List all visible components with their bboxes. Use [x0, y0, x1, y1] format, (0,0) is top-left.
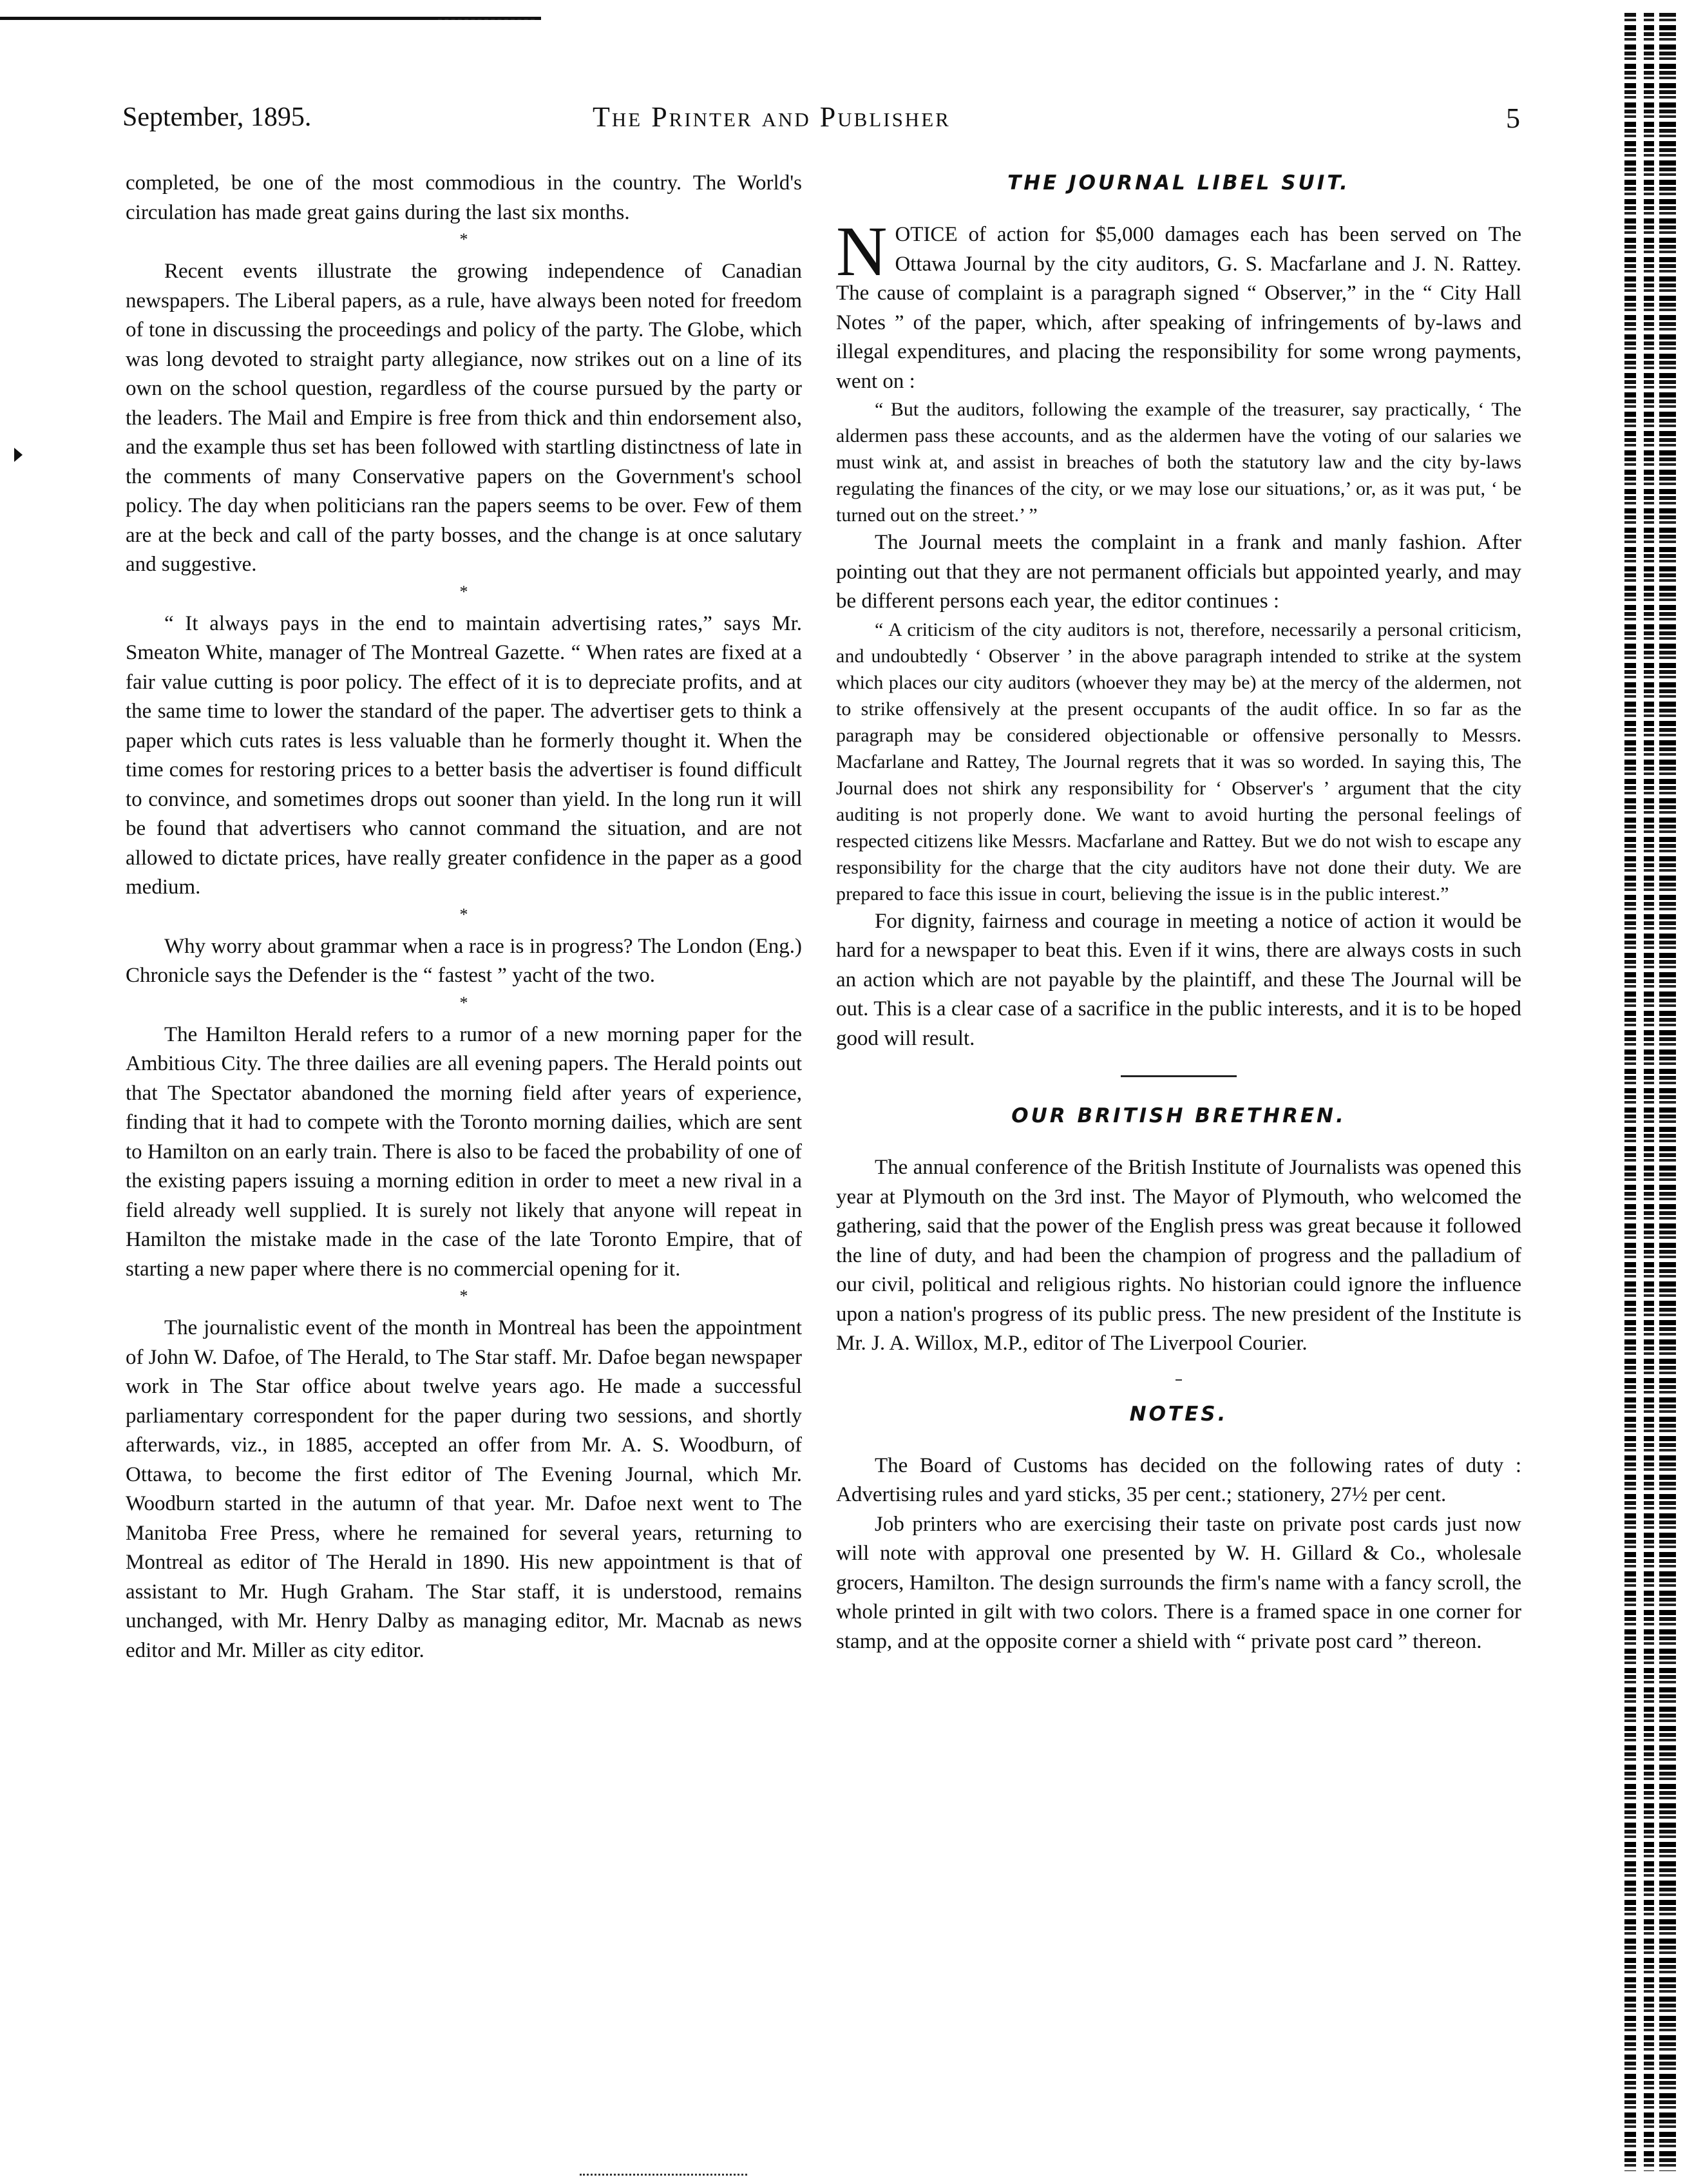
left-column: [126, 169, 802, 1665]
paragraph: The Hamilton Herald refers to a rumor of a new morning paper for the Ambitious City. The three dailies are all evening papers. The Herald points out that The Spectator abandoned the morning field after years of experience, finding that it had to compete with the Toronto morning dailies, which are sent to Hamilton on an early train. There is also to be faced the probability of one of the existing papers issuing a morning edition in order to meet a new rival in a field already well supplied. It is surely not likely that anyone will repeat in Hamilton the mistake made in the case of the late Toronto Empire, that of starting a new paper where there is no commercial opening for it.: [126, 1022, 802, 1281]
header-title: The Printer and Publisher: [593, 101, 951, 133]
paragraph: “ It always pays in the end to maintain advertising rates,” says Mr. Smeaton White, manager of The Montreal Gazette. “ When rates are fixed at a fair value cutting is poor policy. The effect of it is to depreciate profits, and at the same time to lower the standard of the paper. The advertiser gets to think a paper which cuts rates is less valuable than he formerly thought it. When the time comes for restoring prices to a better basis the advertiser is found difficult to convince, and sometimes drops out sooner than yield. In the long run it will be found that advertisers who cannot command the situation, and are not allowed to dictate prices, have really greater confidence in the paper as a good medium.: [126, 611, 802, 899]
paragraph: The Board of Customs has decided on the following rates of duty : Advertising rules and yard sticks, 35 per cent.; stationery, 27½ per cent.: [836, 1453, 1521, 1506]
page-header: [122, 102, 1520, 140]
paragraph: [836, 212, 1521, 396]
separator: *: [459, 230, 468, 249]
section-heading-british: OUR BRITISH BRETHREN.: [1011, 1104, 1346, 1127]
paragraph: The journalistic event of the month in Montreal has been the appointment of John W. Dafoe, of The Herald, to The Star staff. Mr. Dafoe began newspaper work in The Star office about twelve years ago. He made a successful parliamentary correspondent for the paper during two sessions, and shortly afterwards, viz., in 1885, accepted an offer from Mr. A. S. Woodburn, of Ottawa, to become the first editor of The Evening Journal, which Mr. Woodburn started in the autumn of that year. Mr. Dafoe next went to The Manitoba Free Press, where he remained for several years, returning to Montreal as editor of The Herald in 1890. His new appointment is that of assistant to Mr. Hugh Graham. The Star staff, it is understood, remains unchanged, with Mr. Henry Dalby as managing editor, Mr. Macnab as news editor and Mr. Miller as city editor.: [126, 1316, 802, 1662]
separator: *: [459, 993, 468, 1012]
section-heading-notes: NOTES.: [1129, 1402, 1228, 1426]
separator: *: [459, 582, 468, 601]
bottom-dash: [580, 2174, 747, 2176]
paragraph: Why worry about grammar when a race is in progress? The London (Eng.) Chronicle says the Defender is the “ fastest ” yacht of the two.: [126, 934, 802, 987]
separator: *: [459, 1287, 468, 1305]
paragraph: Job printers who are exercising their taste on private post cards just now will note with approval one presented by W. H. Gillard & Co., wholesale grocers, Hamilton. The design surrounds the firm's name with a fancy scroll, the whole printed in gilt with two colors. There is a framed space in one corner for stamp, and at the opposite corner a shield with “ private post card ” thereon.: [836, 1512, 1521, 1653]
paragraph-text: OTICE of action for $5,000 damages each has been served on The Ottawa Journal by the city auditors, G. S. Macfarlane and J. N. Rattey. The cause of complaint is a paragraph signed “ Observer,” in the “ City Hall Notes ” of the paper, which, after speaking of infringements of by-laws and illegal expenditures, and placing the responsibility for some wrong payments, went on :: [836, 223, 1521, 393]
section-divider: [1176, 1379, 1182, 1381]
header-page-number: 5: [1506, 102, 1520, 134]
section-heading-libel: THE JOURNAL LIBEL SUIT.: [1007, 171, 1350, 195]
quotation: “ But the auditors, following the example of the treasurer, say practically, ‘ The aldermen pass these accounts, and as the aldermen have the voting of our salaries we must wink at, and assist in breaches of both the statutory law and the city by-laws regulating the finances of the city, or we may lose our situations,’ or, as it was put, ‘ be turned out on the street.’ ”: [836, 399, 1521, 526]
paragraph: Recent events illustrate the growing independence of Canadian newspapers. The Liberal papers, as a rule, have always been noted for freedom of tone in discussing the proceedings and policy of the party. The Globe, which was long devoted to straight party allegiance, now strikes out on a line of its own on the school question, regardless of the course pursued by the party or the leaders. The Mail and Empire is free from thick and thin endorsement also, and the example thus set has been followed with startling distinctness of late in the comments of many Conservative papers on the Government's school policy. The day when politicians ran the papers seems to be over. Few of them are at the beck and call of the party bosses, and the change is at once salutary and suggestive.: [126, 260, 802, 576]
drop-cap: N: [836, 212, 888, 291]
paragraph: The Journal meets the complaint in a frank and manly fashion. After pointing out that they are not permanent officials but appointed yearly, and may be different persons each year, the editor continues :: [836, 531, 1521, 613]
page-edge-strip: [1624, 13, 1676, 2171]
right-column: [836, 169, 1521, 1656]
paragraph: completed, be one of the most commodious in the country. The World's circulation has made great gains during the last six months.: [126, 171, 802, 224]
margin-arrow-icon: [14, 448, 23, 462]
top-rule-dash: [438, 19, 535, 20]
paragraph: The annual conference of the British Institute of Journalists was opened this year at Plymouth on the 3rd inst. The Mayor of Plymouth, who welcomed the gathering, said that the power of the English press was great because it followed the line of duty, and had been the champion of progress and the palladium of our civil, political and religious rights. No historian could ignore the influence upon a nation's progress of its public press. The new president of the Institute is Mr. J. A. Willox, M.P., editor of The Liverpool Courier.: [836, 1156, 1521, 1355]
section-divider: [1121, 1075, 1237, 1077]
quotation: “ A criticism of the city auditors is not, therefore, necessarily a personal criticism, and undoubtedly ‘ Observer ’ in the above paragraph intended to strike at the system which places our city auditors (whoever they may be) at the mercy of the aldermen, not to strike offensively at the present occupants of the audit office. In so far as the paragraph may be considered objectionable or offensive personally to Messrs. Macfarlane and Rattey, The Journal regrets that it was so worded. In saying this, The Journal does not shirk any responsibility for ‘ Observer's ’ argument that the city auditing is not properly done. We want to avoid hurting the personal feelings of respected citizens like Messrs. Macfarlane and Rattey. But we do not wish to escape any responsibility for the charge that the city auditors have not done their duty. We are prepared to face this issue in court, believing the issue is in the public interest.”: [836, 618, 1521, 905]
separator: *: [459, 905, 468, 924]
paragraph: For dignity, fairness and courage in meeting a notice of action it would be hard for a newspaper to beat this. Even if it wins, there are always costs in such an action which are not payable by the plaintiff, and these The Journal will be out. This is a clear case of a sacrifice in the public interests, and it is to be hoped good will result.: [836, 909, 1521, 1050]
header-date: September, 1895.: [122, 102, 312, 132]
